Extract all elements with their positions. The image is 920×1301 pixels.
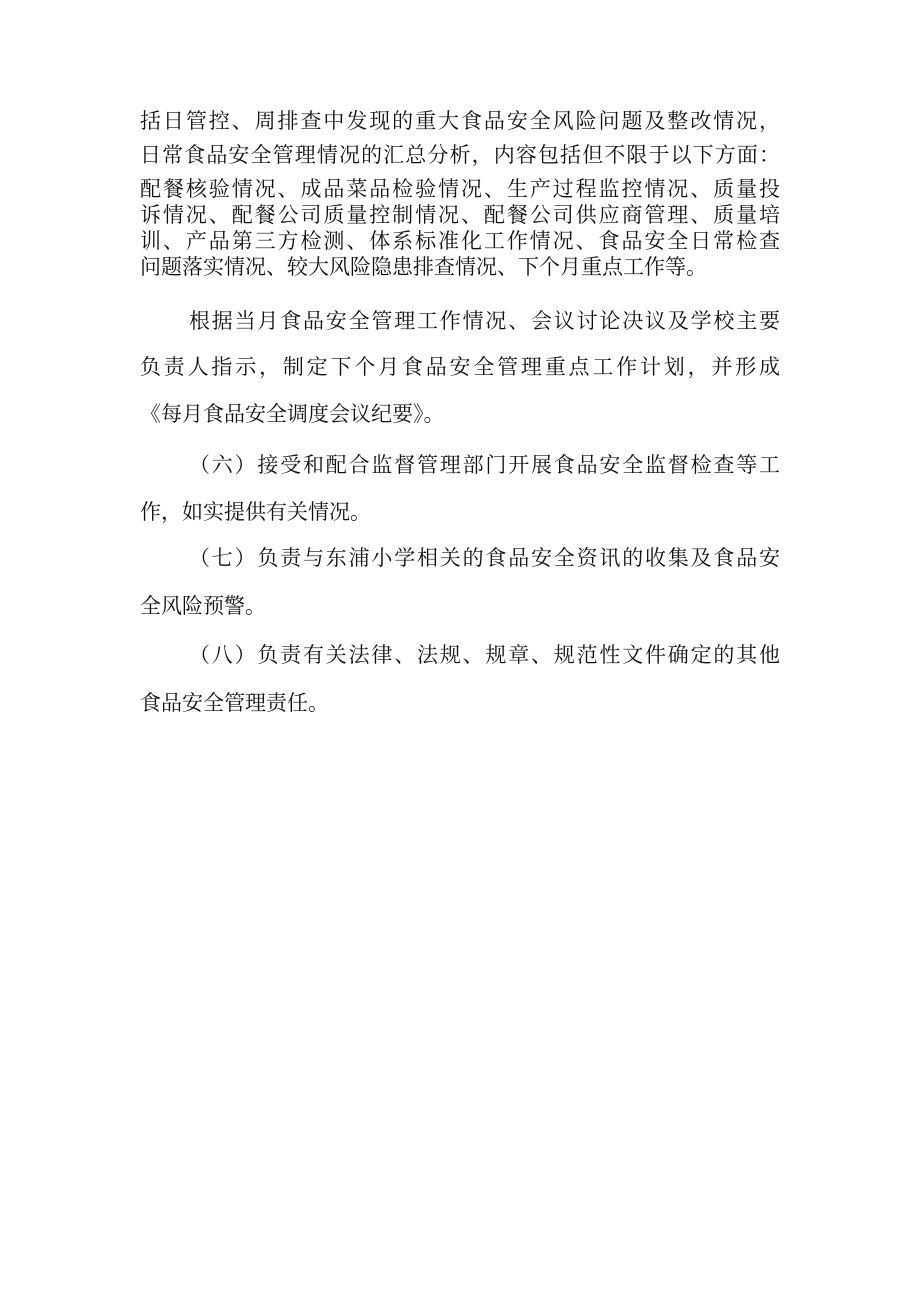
paragraph-line: （七）负责与东浦小学相关的食品安全资讯的收集及食品安 (189, 546, 780, 570)
paragraph-line: 全风险预警。 (140, 594, 266, 618)
paragraph-line: （八）负责有关法律、法规、规章、规范性文件确定的其他 (189, 643, 780, 667)
paragraph-line: 配餐核验情况、成品菜品检验情况、生产过程监控情况、质量投 (140, 177, 780, 201)
paragraph-line: 负责人指示，制定下个月食品安全管理重点工作计划，并形成 (140, 355, 780, 379)
paragraph-line: 日常食品安全管理情况的汇总分析，内容包括但不限于以下方面： (140, 143, 780, 167)
paragraph-line: （六）接受和配合监督管理部门开展食品安全监督检查等工 (189, 453, 780, 477)
paragraph-line: 根据当月食品安全管理工作情况、会议讨论决议及学校主要 (189, 309, 780, 333)
paragraph-line: 食品安全管理责任。 (140, 691, 329, 715)
paragraph-line: 诉情况、配餐公司质量控制情况、配餐公司供应商管理、质量培 (140, 203, 780, 227)
paragraph-line: 括日管控、周排查中发现的重大食品安全风险问题及整改情况， (140, 109, 780, 133)
paragraph-line: 《每月食品安全调度会议纪要》。 (140, 402, 445, 426)
paragraph-line: 训、产品第三方检测、体系标准化工作情况、食品安全日常检查 (140, 229, 780, 253)
paragraph-line: 作，如实提供有关情况。 (140, 500, 371, 524)
paragraph-line: 问题落实情况、较大风险隐患排查情况、下个月重点工作等。 (140, 255, 707, 279)
